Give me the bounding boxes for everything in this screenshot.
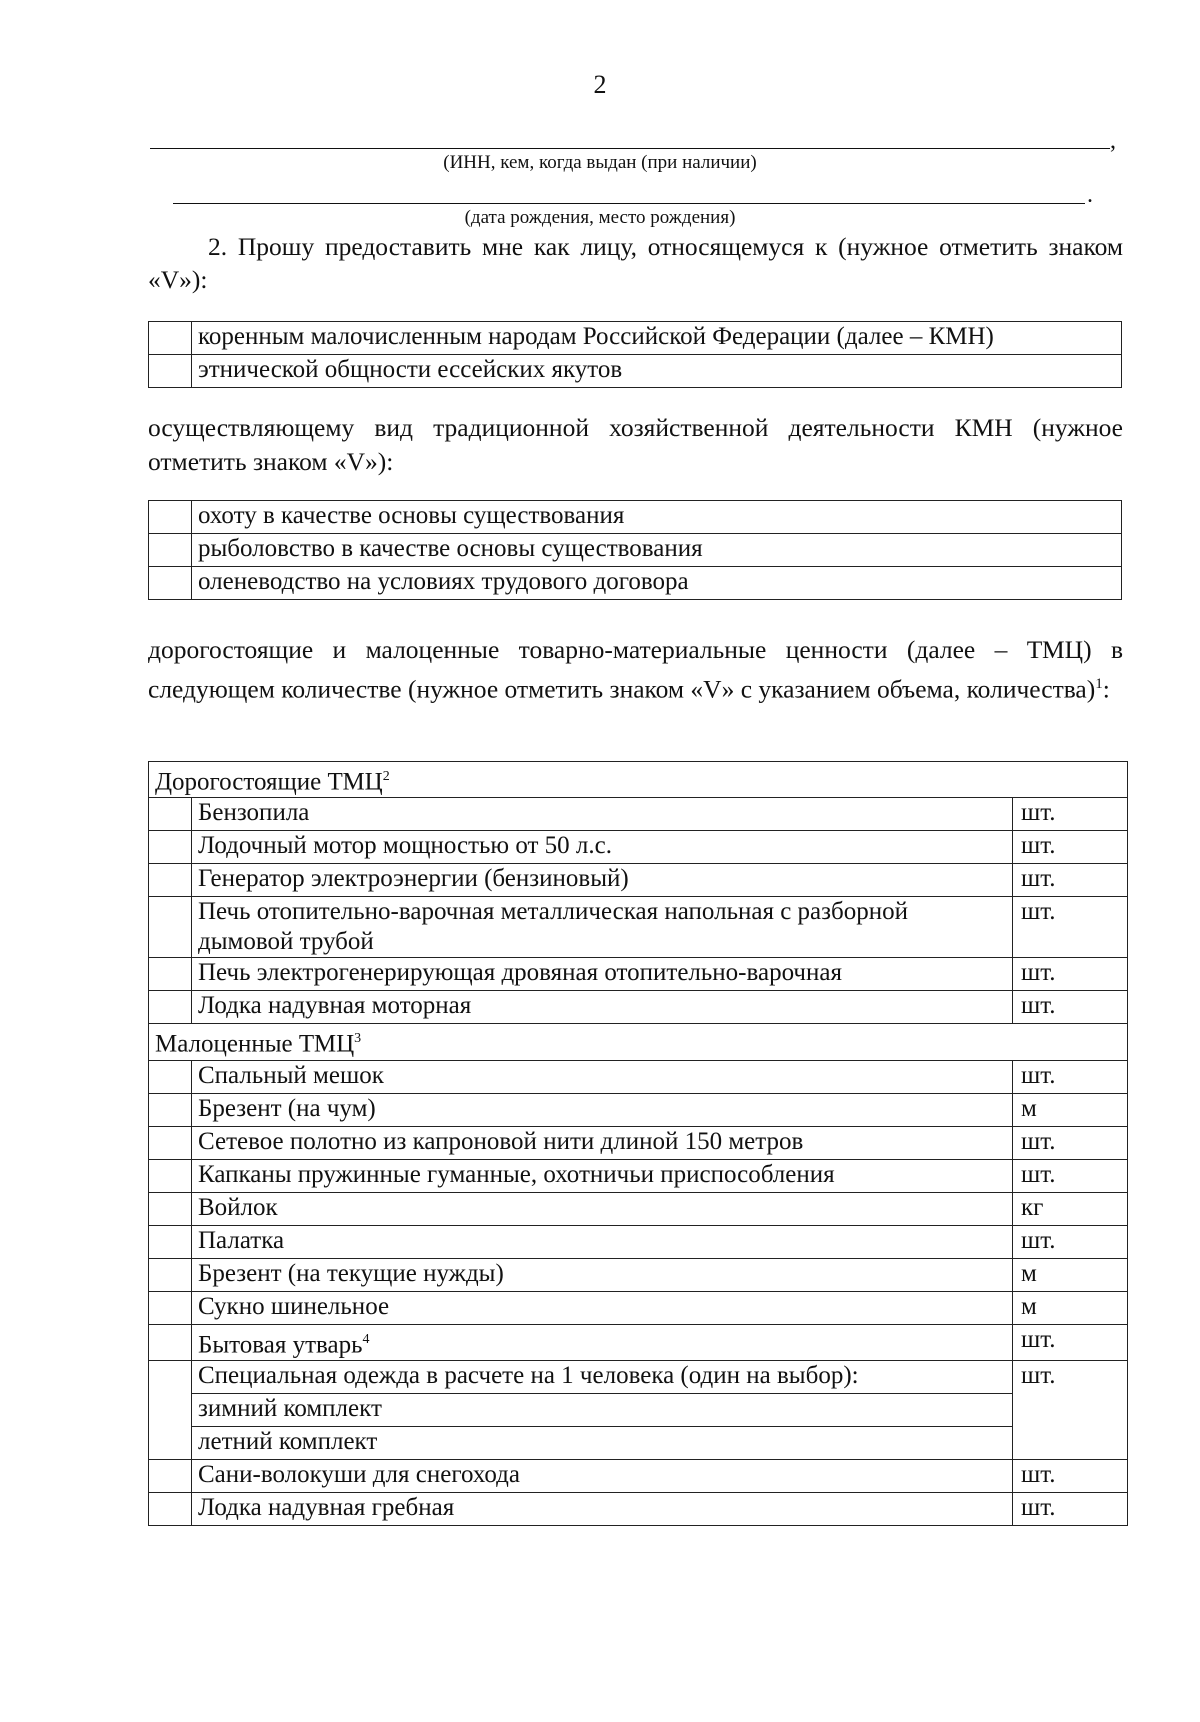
group-checkbox-yakuts[interactable] bbox=[149, 355, 192, 388]
inn-caption: (ИНН, кем, когда выдан (при наличии) bbox=[443, 152, 757, 173]
item-unit: м bbox=[1013, 1258, 1128, 1291]
paragraph-2: 2. Прошу предоставить мне как лицу, относящемуся к (нужное отметить знаком «V»): bbox=[148, 232, 1123, 294]
footnote-ref: 1 bbox=[1095, 676, 1103, 692]
activity-checkbox-hunting[interactable] bbox=[149, 501, 192, 534]
item-name: Бензопила bbox=[192, 798, 1013, 831]
item-unit: шт. bbox=[1013, 1492, 1128, 1525]
clothing-option-summer[interactable]: летний комплект bbox=[192, 1426, 1013, 1459]
table-row bbox=[149, 991, 1128, 1024]
section-header-expensive bbox=[149, 762, 1128, 798]
group-option-yakuts: этнической общности ессейских якутов bbox=[192, 355, 1122, 388]
item-unit: шт. bbox=[1013, 958, 1128, 991]
item-checkbox[interactable] bbox=[149, 1060, 192, 1093]
item-unit: шт. bbox=[1013, 864, 1128, 897]
activity-intro: осуществляющему вид традиционной хозяйственной деятельности КМН (нужное отметить знаком «V»): bbox=[148, 413, 1123, 476]
item-checkbox[interactable] bbox=[149, 1258, 192, 1291]
inn-fill-line[interactable] bbox=[150, 148, 1110, 149]
inn-line-end: , bbox=[1110, 128, 1116, 154]
item-checkbox[interactable] bbox=[149, 1459, 192, 1492]
item-name: Печь отопительно-варочная металлическая напольная с разборной дымовой трубой bbox=[192, 897, 1013, 958]
item-unit: шт. bbox=[1013, 1459, 1128, 1492]
item-checkbox[interactable] bbox=[149, 897, 192, 958]
item-checkbox[interactable] bbox=[149, 1225, 192, 1258]
table-row bbox=[149, 831, 1128, 864]
item-checkbox[interactable] bbox=[149, 1324, 192, 1360]
item-checkbox[interactable] bbox=[149, 1291, 192, 1324]
table-row bbox=[149, 501, 1122, 534]
item-name: Печь электрогенерирующая дровяная отопительно-варочная bbox=[192, 958, 1013, 991]
item-name: Сетевое полотно из капроновой нити длиной 150 метров bbox=[192, 1126, 1013, 1159]
birth-fill-line[interactable] bbox=[173, 203, 1085, 204]
activity-option-hunting: охоту в качестве основы существования bbox=[192, 501, 1122, 534]
tmc-intro: дорогостоящие и малоценные товарно-материальные ценности (далее – ТМЦ) в следующем количестве (нужное отметить знаком «V» с указанием объема, количества)$^1$: bbox=[148, 635, 1123, 704]
table-row bbox=[149, 1324, 1128, 1360]
table-row bbox=[149, 1225, 1128, 1258]
item-name: Бытовая утварь$^4$ bbox=[192, 1324, 1013, 1360]
item-unit: шт. bbox=[1013, 991, 1128, 1024]
item-checkbox[interactable] bbox=[149, 831, 192, 864]
item-checkbox[interactable] bbox=[149, 1093, 192, 1126]
activity-option-fishing: рыболовство в качестве основы существования bbox=[192, 534, 1122, 567]
table-row bbox=[149, 864, 1128, 897]
table-row bbox=[149, 1393, 1128, 1426]
table-row bbox=[149, 1159, 1128, 1192]
section-header-cheap bbox=[149, 1024, 1128, 1060]
item-name: Капканы пружинные гуманные, охотничьи приспособления bbox=[192, 1159, 1013, 1192]
item-checkbox[interactable] bbox=[149, 958, 192, 991]
table-row bbox=[149, 567, 1122, 600]
item-checkbox[interactable] bbox=[149, 1159, 192, 1192]
table-row bbox=[149, 534, 1122, 567]
item-unit: м bbox=[1013, 1291, 1128, 1324]
item-name: Сани-волокуши для снегохода bbox=[192, 1459, 1013, 1492]
item-unit: шт. bbox=[1013, 1324, 1128, 1360]
item-checkbox[interactable] bbox=[149, 1492, 192, 1525]
table-row bbox=[149, 798, 1128, 831]
activity-checkbox-fishing[interactable] bbox=[149, 534, 192, 567]
activity-table bbox=[148, 500, 1122, 600]
table-row bbox=[149, 1291, 1128, 1324]
table-row bbox=[149, 322, 1122, 355]
group-checkbox-kmn[interactable] bbox=[149, 322, 192, 355]
table-row bbox=[149, 897, 1128, 958]
birth-caption: (дата рождения, место рождения) bbox=[464, 207, 736, 228]
item-unit: шт. bbox=[1013, 897, 1128, 958]
table-row bbox=[149, 1426, 1128, 1459]
item-name: Сукно шинельное bbox=[192, 1291, 1013, 1324]
item-name-clothing: Специальная одежда в расчете на 1 человека (один на выбор): bbox=[192, 1360, 1013, 1393]
item-unit: шт. bbox=[1013, 1060, 1128, 1093]
item-name: Спальный мешок bbox=[192, 1060, 1013, 1093]
section-title-cheap: Малоценные ТМЦ bbox=[155, 1030, 355, 1058]
item-checkbox[interactable] bbox=[149, 1192, 192, 1225]
item-checkbox[interactable] bbox=[149, 1126, 192, 1159]
item-name: Брезент (на чум) bbox=[192, 1093, 1013, 1126]
item-checkbox-clothing[interactable] bbox=[149, 1360, 192, 1459]
tmc-table bbox=[148, 761, 1128, 1526]
table-row bbox=[149, 958, 1128, 991]
item-unit: м bbox=[1013, 1093, 1128, 1126]
item-unit: шт. bbox=[1013, 798, 1128, 831]
clothing-option-winter[interactable]: зимний комплект bbox=[192, 1393, 1013, 1426]
table-row bbox=[149, 1126, 1128, 1159]
item-unit-clothing: шт. bbox=[1013, 1360, 1128, 1459]
table-row bbox=[149, 1192, 1128, 1225]
table-row bbox=[149, 1093, 1128, 1126]
item-name: Брезент (на текущие нужды) bbox=[192, 1258, 1013, 1291]
group-table bbox=[148, 321, 1122, 388]
item-checkbox[interactable] bbox=[149, 798, 192, 831]
footnote-ref: 2 bbox=[382, 769, 390, 784]
section-title-expensive: Дорогостоящие ТМЦ bbox=[155, 768, 383, 796]
item-name: Лодочный мотор мощностью от 50 л.с. bbox=[192, 831, 1013, 864]
item-name: Лодка надувная моторная bbox=[192, 991, 1013, 1024]
table-row bbox=[149, 1360, 1128, 1393]
item-checkbox[interactable] bbox=[149, 864, 192, 897]
item-name: Палатка bbox=[192, 1225, 1013, 1258]
item-unit: шт. bbox=[1013, 1159, 1128, 1192]
footnote-ref: 3 bbox=[354, 1031, 362, 1047]
item-unit: шт. bbox=[1013, 1225, 1128, 1258]
item-name: Войлок bbox=[192, 1192, 1013, 1225]
page-number: 2 bbox=[593, 70, 607, 99]
table-row bbox=[149, 1258, 1128, 1291]
item-name: Генератор электроэнергии (бензиновый) bbox=[192, 864, 1013, 897]
birth-line-end: . bbox=[1087, 182, 1093, 208]
footnote-ref: 4 bbox=[362, 1331, 370, 1347]
item-unit: шт. bbox=[1013, 1126, 1128, 1159]
item-unit: кг bbox=[1013, 1192, 1128, 1225]
table-row bbox=[149, 1492, 1128, 1525]
activity-option-reindeer: оленеводство на условиях трудового договора bbox=[192, 567, 1122, 600]
item-name: Лодка надувная гребная bbox=[192, 1492, 1013, 1525]
table-row bbox=[149, 1459, 1128, 1492]
activity-checkbox-reindeer[interactable] bbox=[149, 567, 192, 600]
item-unit: шт. bbox=[1013, 831, 1128, 864]
group-option-kmn: коренным малочисленным народам Российской Федерации (далее – КМН) bbox=[192, 322, 1122, 355]
table-row bbox=[149, 1060, 1128, 1093]
table-row bbox=[149, 355, 1122, 388]
item-checkbox[interactable] bbox=[149, 991, 192, 1024]
